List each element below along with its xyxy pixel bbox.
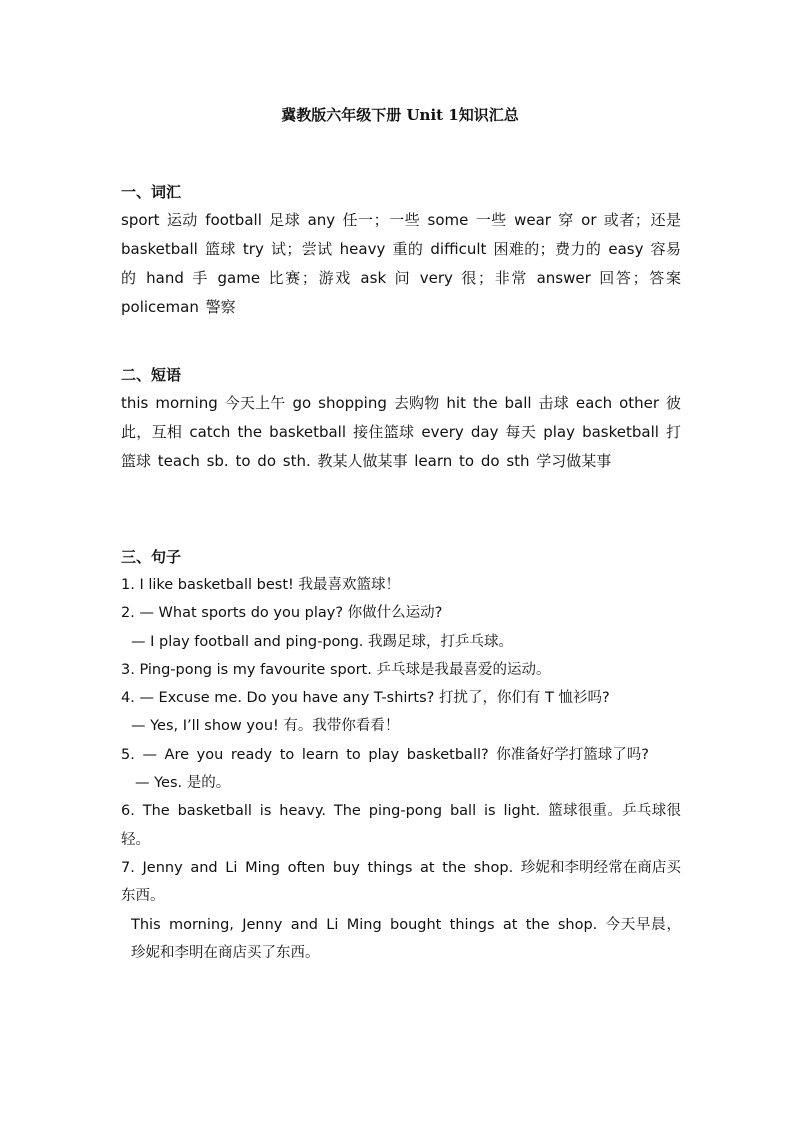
phrases-heading: 二、短语: [121, 366, 182, 384]
sentence-5-question: 5. — Are you ready to learn to play basketball? 你准备好学打篮球了吗?: [121, 746, 649, 763]
phrases-section: [121, 361, 681, 476]
sentence-3: 3. Ping-pong is my favourite sport. 乒乓球是我最喜爱的运动。: [121, 661, 551, 678]
sentence-7: 7. Jenny and Li Ming often buy things at the shop. 珍妮和李明经常在商店买东西。: [121, 859, 681, 905]
vocab-heading: 一、词汇: [121, 183, 182, 201]
sentence-2-question: 2. — What sports do you play? 你做什么运动?: [121, 605, 443, 622]
sentence-7-past: This morning, Jenny and Li Ming bought things at the shop. 今天早晨，珍妮和李明在商店买了东西。: [131, 916, 681, 961]
sentence-5-answer: — Yes. 是的。: [135, 775, 231, 792]
sentence-1: 1. I like basketball best! 我最喜欢篮球！: [121, 577, 400, 593]
sentence-4-question: 4. — Excuse me. Do you have any T-shirts? 打扰了，你们有 T 恤衫吗?: [121, 690, 610, 707]
sentences-section: [121, 543, 681, 967]
sentence-4-answer: — Yes, I’ll show you! 有。我带你看看！: [131, 718, 400, 735]
vocab-section: [121, 178, 681, 322]
sentence-2-answer: — I play football and ping-pong. 我踢足球，打乒乓球。: [131, 633, 514, 650]
document-title: 冀教版六年级下册 Unit 1知识汇总: [281, 106, 519, 124]
sentence-6: 6. The basketball is heavy. The ping-pong ball is light. 篮球很重。乒乓球很轻。: [121, 803, 681, 848]
vocab-text: sport 运动 football 足球 any 任一；一些 some 一些 wear 穿 or 或者；还是 basketball 篮球 try 试；尝试 heavy 重的 difficult 困难的；费力的 easy 容易的 hand 手 game 比赛；游戏 ask 问 very 很；非常 answer 回答；答案 policeman 警察: [121, 211, 681, 316]
sentences-heading: 三、句子: [121, 548, 182, 566]
phrases-text: this morning 今天上午 go shopping 去购物 hit the ball 击球 each other 彼此，互相 catch the basketball 接住篮球 every day 每天 play basketball 打篮球 teach sb. to do sth. 教某人做某事 learn to do sth 学习做某事: [121, 394, 681, 470]
